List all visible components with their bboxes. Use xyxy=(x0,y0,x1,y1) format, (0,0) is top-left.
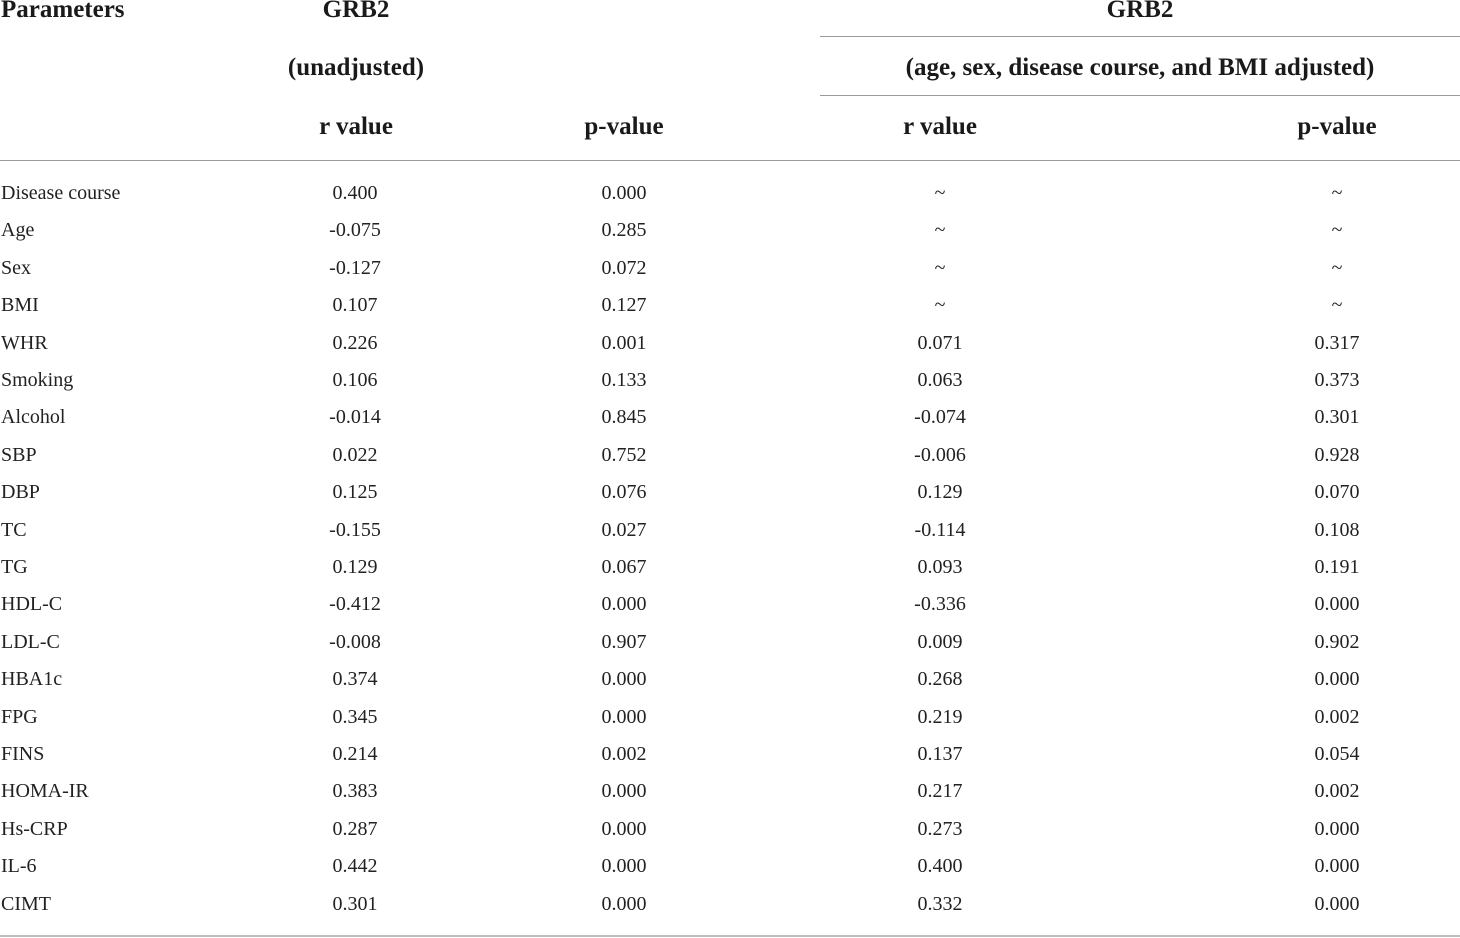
cell-p-value-adjusted: 0.191 xyxy=(1314,556,1360,578)
table-row xyxy=(0,218,1460,255)
table-row xyxy=(0,443,1460,480)
table-bottom-rule xyxy=(0,935,1460,937)
cell-r-value-unadjusted: 0.129 xyxy=(332,556,378,578)
cell-r-value-adjusted: 0.129 xyxy=(917,481,963,504)
cell-p-value-adjusted: 0.070 xyxy=(1314,481,1360,504)
cell-r-value-adjusted: 0.400 xyxy=(917,855,963,878)
cell-p-value-adjusted: 0.000 xyxy=(1314,668,1360,691)
cell-p-value-unadjusted: 0.027 xyxy=(601,518,647,541)
cell-p-value-adjusted: 0.000 xyxy=(1314,892,1360,915)
cell-p-value-adjusted: 0.000 xyxy=(1314,593,1360,616)
cell-parameter: LDL-C xyxy=(1,630,60,653)
cell-p-value-unadjusted: 0.000 xyxy=(601,668,647,691)
cell-p-value-unadjusted: 0.845 xyxy=(601,406,647,429)
cell-p-value-unadjusted: 0.285 xyxy=(601,219,647,242)
table-row xyxy=(0,518,1460,555)
table-row xyxy=(0,892,1460,929)
cell-r-value-adjusted: 0.009 xyxy=(917,630,963,653)
cell-r-value-unadjusted: -0.008 xyxy=(329,630,381,653)
cell-p-value-unadjusted: 0.067 xyxy=(601,556,647,578)
cell-p-value-unadjusted: 0.000 xyxy=(601,593,647,616)
table-row xyxy=(0,181,1460,218)
cell-r-value-adjusted: ~ xyxy=(934,294,946,317)
table-row xyxy=(0,667,1460,704)
cell-p-value-adjusted: ~ xyxy=(1331,294,1343,317)
cell-parameter: Sex xyxy=(1,256,31,279)
cell-r-value-unadjusted: -0.014 xyxy=(329,406,381,429)
cell-parameter: HBA1c xyxy=(1,668,63,691)
cell-r-value-adjusted: 0.093 xyxy=(917,556,963,578)
cell-parameter: Hs-CRP xyxy=(1,817,68,840)
cell-r-value-unadjusted: 0.022 xyxy=(332,443,378,466)
header-group2-subtitle: (age, sex, disease course, and BMI adjusted) xyxy=(905,54,1375,81)
header-r-value-unadjusted: r value xyxy=(319,113,393,140)
cell-parameter: CIMT xyxy=(1,892,51,915)
table-row xyxy=(0,555,1460,592)
cell-r-value-unadjusted: 0.226 xyxy=(332,331,378,354)
cell-p-value-adjusted: 0.317 xyxy=(1314,331,1360,354)
table-row xyxy=(0,854,1460,891)
cell-p-value-unadjusted: 0.001 xyxy=(601,331,647,354)
cell-p-value-unadjusted: 0.133 xyxy=(601,369,647,391)
cell-parameter: BMI xyxy=(1,294,39,317)
group2-title-rule xyxy=(820,36,1460,37)
cell-r-value-unadjusted: 0.442 xyxy=(332,855,378,878)
cell-r-value-adjusted: 0.273 xyxy=(917,817,963,840)
table-row xyxy=(0,480,1460,517)
cell-p-value-adjusted: 0.054 xyxy=(1314,743,1360,765)
cell-r-value-unadjusted: 0.374 xyxy=(332,668,378,691)
cell-r-value-unadjusted: -0.127 xyxy=(329,256,381,279)
cell-r-value-adjusted: ~ xyxy=(934,219,946,242)
cell-r-value-adjusted: 0.137 xyxy=(917,743,963,765)
cell-p-value-unadjusted: 0.752 xyxy=(601,443,647,466)
cell-p-value-unadjusted: 0.000 xyxy=(601,855,647,878)
cell-parameter: Smoking xyxy=(1,369,74,391)
cell-parameter: WHR xyxy=(1,331,48,354)
cell-parameter: Alcohol xyxy=(1,406,66,429)
table-row xyxy=(0,368,1460,405)
cell-r-value-adjusted: 0.219 xyxy=(917,705,963,728)
cell-r-value-unadjusted: 0.345 xyxy=(332,705,378,728)
header-p-value-adjusted: p-value xyxy=(1297,113,1377,140)
table-row xyxy=(0,592,1460,629)
cell-parameter: HDL-C xyxy=(1,593,63,616)
cell-r-value-unadjusted: 0.383 xyxy=(332,780,378,803)
cell-p-value-unadjusted: 0.127 xyxy=(601,294,647,317)
cell-p-value-adjusted: ~ xyxy=(1331,256,1343,279)
cell-parameter: TC xyxy=(1,518,27,541)
cell-r-value-unadjusted: -0.155 xyxy=(329,518,381,541)
cell-p-value-adjusted: 0.000 xyxy=(1314,817,1360,840)
table-row xyxy=(0,630,1460,667)
table-row xyxy=(0,331,1460,368)
cell-r-value-unadjusted: 0.287 xyxy=(332,817,378,840)
cell-parameter: DBP xyxy=(1,481,40,504)
cell-r-value-adjusted: ~ xyxy=(934,256,946,279)
cell-r-value-adjusted: -0.114 xyxy=(914,518,966,541)
table-row xyxy=(0,817,1460,854)
cell-r-value-adjusted: -0.074 xyxy=(914,406,966,429)
cell-p-value-unadjusted: 0.072 xyxy=(601,256,647,279)
table-row xyxy=(0,256,1460,293)
cell-r-value-adjusted: 0.217 xyxy=(917,780,963,803)
header-group1-title: GRB2 xyxy=(322,0,390,23)
cell-p-value-unadjusted: 0.000 xyxy=(601,780,647,803)
header-group1-subtitle: (unadjusted) xyxy=(287,54,425,81)
cell-parameter: TG xyxy=(1,556,28,578)
cell-parameter: FPG xyxy=(1,705,38,728)
header-bottom-rule xyxy=(0,160,1460,161)
cell-p-value-unadjusted: 0.000 xyxy=(601,182,647,204)
cell-p-value-adjusted: 0.002 xyxy=(1314,705,1360,728)
header-parameters: Parameters xyxy=(1,0,125,23)
cell-p-value-adjusted: ~ xyxy=(1331,182,1343,204)
cell-p-value-adjusted: 0.000 xyxy=(1314,855,1360,878)
cell-r-value-unadjusted: -0.412 xyxy=(329,593,381,616)
cell-r-value-unadjusted: 0.107 xyxy=(332,294,378,317)
cell-r-value-adjusted: -0.006 xyxy=(914,443,966,466)
cell-r-value-unadjusted: 0.125 xyxy=(332,481,378,504)
cell-parameter: HOMA-IR xyxy=(1,780,89,803)
header-group2-title: GRB2 xyxy=(1106,0,1174,23)
cell-r-value-unadjusted: 0.214 xyxy=(332,743,378,765)
header-r-value-adjusted: r value xyxy=(903,113,977,140)
cell-r-value-adjusted: 0.071 xyxy=(917,331,963,354)
cell-p-value-adjusted: 0.108 xyxy=(1314,518,1360,541)
cell-r-value-unadjusted: 0.106 xyxy=(332,369,378,391)
cell-r-value-adjusted: ~ xyxy=(934,182,946,204)
cell-parameter: Age xyxy=(1,219,35,242)
cell-p-value-unadjusted: 0.907 xyxy=(601,630,647,653)
cell-r-value-adjusted: 0.063 xyxy=(917,369,963,391)
cell-parameter: IL-6 xyxy=(1,855,37,878)
header-p-value-unadjusted: p-value xyxy=(584,113,664,140)
cell-r-value-unadjusted: 0.400 xyxy=(332,182,378,204)
table-row xyxy=(0,779,1460,816)
table-row xyxy=(0,742,1460,779)
cell-p-value-adjusted: 0.928 xyxy=(1314,443,1360,466)
cell-parameter: FINS xyxy=(1,743,45,765)
cell-p-value-unadjusted: 0.000 xyxy=(601,705,647,728)
cell-r-value-unadjusted: 0.301 xyxy=(332,892,378,915)
cell-p-value-adjusted: ~ xyxy=(1331,219,1343,242)
cell-p-value-unadjusted: 0.076 xyxy=(601,481,647,504)
cell-p-value-adjusted: 0.301 xyxy=(1314,406,1360,429)
cell-p-value-adjusted: 0.002 xyxy=(1314,780,1360,803)
table-row xyxy=(0,293,1460,330)
cell-r-value-adjusted: 0.268 xyxy=(917,668,963,691)
cell-parameter: SBP xyxy=(1,443,37,466)
group2-subtitle-rule xyxy=(820,95,1460,96)
cell-r-value-unadjusted: -0.075 xyxy=(329,219,381,242)
cell-parameter: Disease course xyxy=(1,182,121,204)
cell-r-value-adjusted: -0.336 xyxy=(914,593,966,616)
cell-p-value-unadjusted: 0.000 xyxy=(601,892,647,915)
cell-p-value-adjusted: 0.373 xyxy=(1314,369,1360,391)
table-row xyxy=(0,405,1460,442)
cell-p-value-unadjusted: 0.000 xyxy=(601,817,647,840)
cell-r-value-adjusted: 0.332 xyxy=(917,892,963,915)
table-row xyxy=(0,705,1460,742)
cell-p-value-adjusted: 0.902 xyxy=(1314,630,1360,653)
cell-p-value-unadjusted: 0.002 xyxy=(601,743,647,765)
